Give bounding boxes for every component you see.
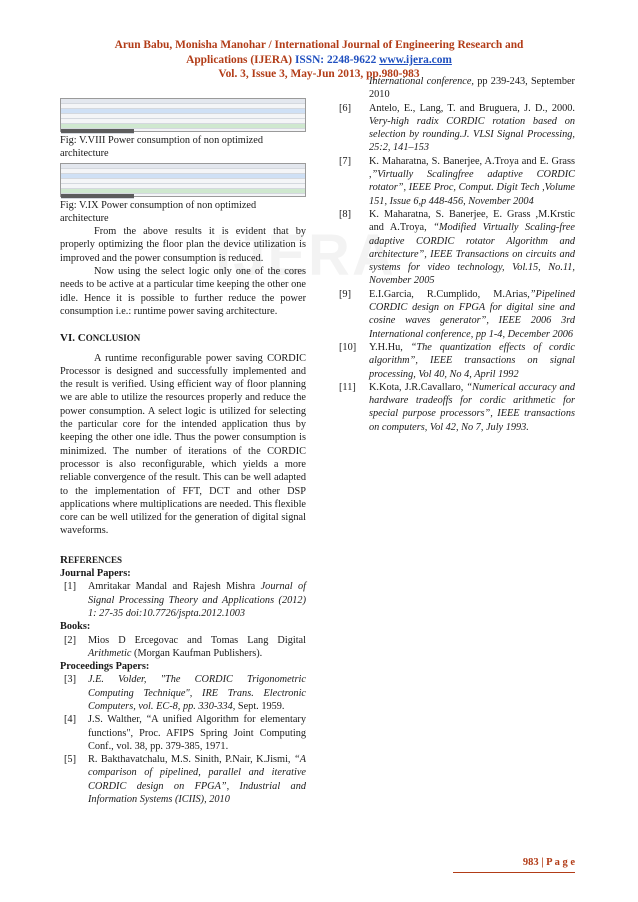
reference-continuation: International conference, pp 239-243, September 2010: [369, 76, 575, 101]
reference-item: [10] Y.H.Hu, “The quantization effects of cordic algorithm”, IEEE transactions on signal processing, Vol 40, No 4, April 1992: [339, 341, 575, 380]
reference-item: [5] R. Bakthavatchalu, M.S. Sinith, P.Nair, K.Jismi, “A comparison of pipelined, parallel and iterative CORDIC design on FPGA”, Industrial and Information Systems (ICIIS), 2010: [64, 754, 306, 806]
page-footer: 983 | P a g e: [522, 857, 575, 868]
figure-v-viii-screenshot: [60, 98, 306, 132]
body-paragraph: Now using the select logic only one of the cores needs to be active at a particular time keeping the other one idle. Hence it is possible to further reduce the power consumption i.e.: runtime power saving architecture.: [60, 266, 306, 317]
header-line-2: Applications (IJERA) ISSN: 2248-9622 www.ijera.com: [186, 53, 452, 66]
reference-item: [3] J.E. Volder, "The CORDIC Trigonometric Computing Technique", IRE Trans. Electronic Computers, vol. EC-8, pp. 330-334, Sept. 1959.: [64, 674, 306, 712]
reference-item: [7] K. Maharatna, S. Banerjee, A.Troya and E. Grass ,”Virtually Scalingfree adaptive CORDIC rotator”, IEEE Proc, Comput. Digit Tech ,Volume 151, Issue 6,p 448-456, November 2004: [339, 155, 575, 207]
issn: ISSN: 2248-9622: [294, 53, 377, 66]
subheading-books: Books:: [60, 621, 91, 633]
header-line-1: Arun Babu, Monisha Manohar / International Journal of Engineering Research and: [114, 39, 524, 51]
right-column: [339, 75, 575, 434]
figure-caption: Fig: V.VIII Power consumption of non optimized architecture: [60, 135, 263, 160]
reference-item: [6] Antelo, E., Lang, T. and Bruguera, J. D., 2000. Very-high radix CORDIC rotation based on selection by rounding.J. VLSI Signal Processing, 25:2, 141–153: [339, 102, 575, 154]
section-heading-references: REFERENCES: [60, 553, 122, 566]
left-column: [60, 98, 306, 806]
figure-caption: Fig: V.IX Power consumption of non optimized architecture: [60, 199, 257, 224]
subheading-proceedings-papers: Proceedings Papers:: [60, 661, 150, 673]
conclusion-paragraph: A runtime reconfigurable power saving CORDIC Processor is designed and successfully implemented and the result is verified. Using efficient way of floor planning we are able to utilize the resources properly and reduce the power consumption. A select logic is utilized for selecting the particular core for the intended application thus by keeping the other one idle. Thus the power consumption is minimized. The number of iterations of the CORDIC processor is also reconfigurable, which yields a more reliable convergence of the result. This can be well adapted to the implementation of FFT, DCT and other DSP applications where multiplications are needed. This flexible core can be well utilized for the generation of digital signal waveforms.: [60, 352, 306, 537]
journal-url-link[interactable]: www.ijera.com: [379, 53, 452, 66]
reference-item: [4] J.S. Walther, “A unified Algorithm for elementary functions", Proc. AFIPS Spring Joint Computing Conf., vol. 38, pp. 379-385, 1971.: [64, 714, 306, 752]
reference-item: [8] K. Maharatna, S. Banerjee, E. Grass ,M.Krstic and A.Troya, “Modified Virtually Scaling-free adaptive CORDIC rotator Algorithm and architecture”, IEEE Transactions on circuits and systems for video technology, Vol.15, No.11, November 2005: [339, 208, 575, 287]
header-line-3: Vol. 3, Issue 3, May-Jun 2013, pp.980-983: [218, 68, 420, 80]
section-heading-conclusion: VI. CONCLUSION: [60, 332, 141, 345]
body-paragraph: From the above results it is evident that by properly optimizing the floor plan the device utilization is improved and the power consumption is reduced.: [60, 226, 306, 264]
footer-rule: [453, 872, 575, 873]
subheading-journal-papers: Journal Papers:: [60, 568, 131, 580]
figure-v-ix-screenshot: [60, 163, 306, 197]
reference-item: [2] Mios D Ercegovac and Tomas Lang Digital Arithmetic (Morgan Kaufman Publishers).: [64, 634, 306, 659]
reference-item: [11] K.Kota, J.R.Cavallaro, “Numerical accuracy and hardware tradeoffs for cordic arithmetic for special purpose processors”, IEEE transactions on computers, Vol 42, No 7, July 1993.: [339, 381, 575, 433]
reference-item: [9] E.I.Garcia, R.Cumplido, M.Arias,”Pipelined CORDIC design on FPGA for digital sine and cosine waves generator”, IEEE 2006 3rd International conference, pp 1-4, December 2006: [339, 288, 575, 340]
reference-item: [1] Amritakar Mandal and Rajesh Mishra Journal of Signal Processing Theory and Applications (2012) 1: 27-35 doi:10.7726/jspta.2012.1003: [64, 581, 307, 619]
